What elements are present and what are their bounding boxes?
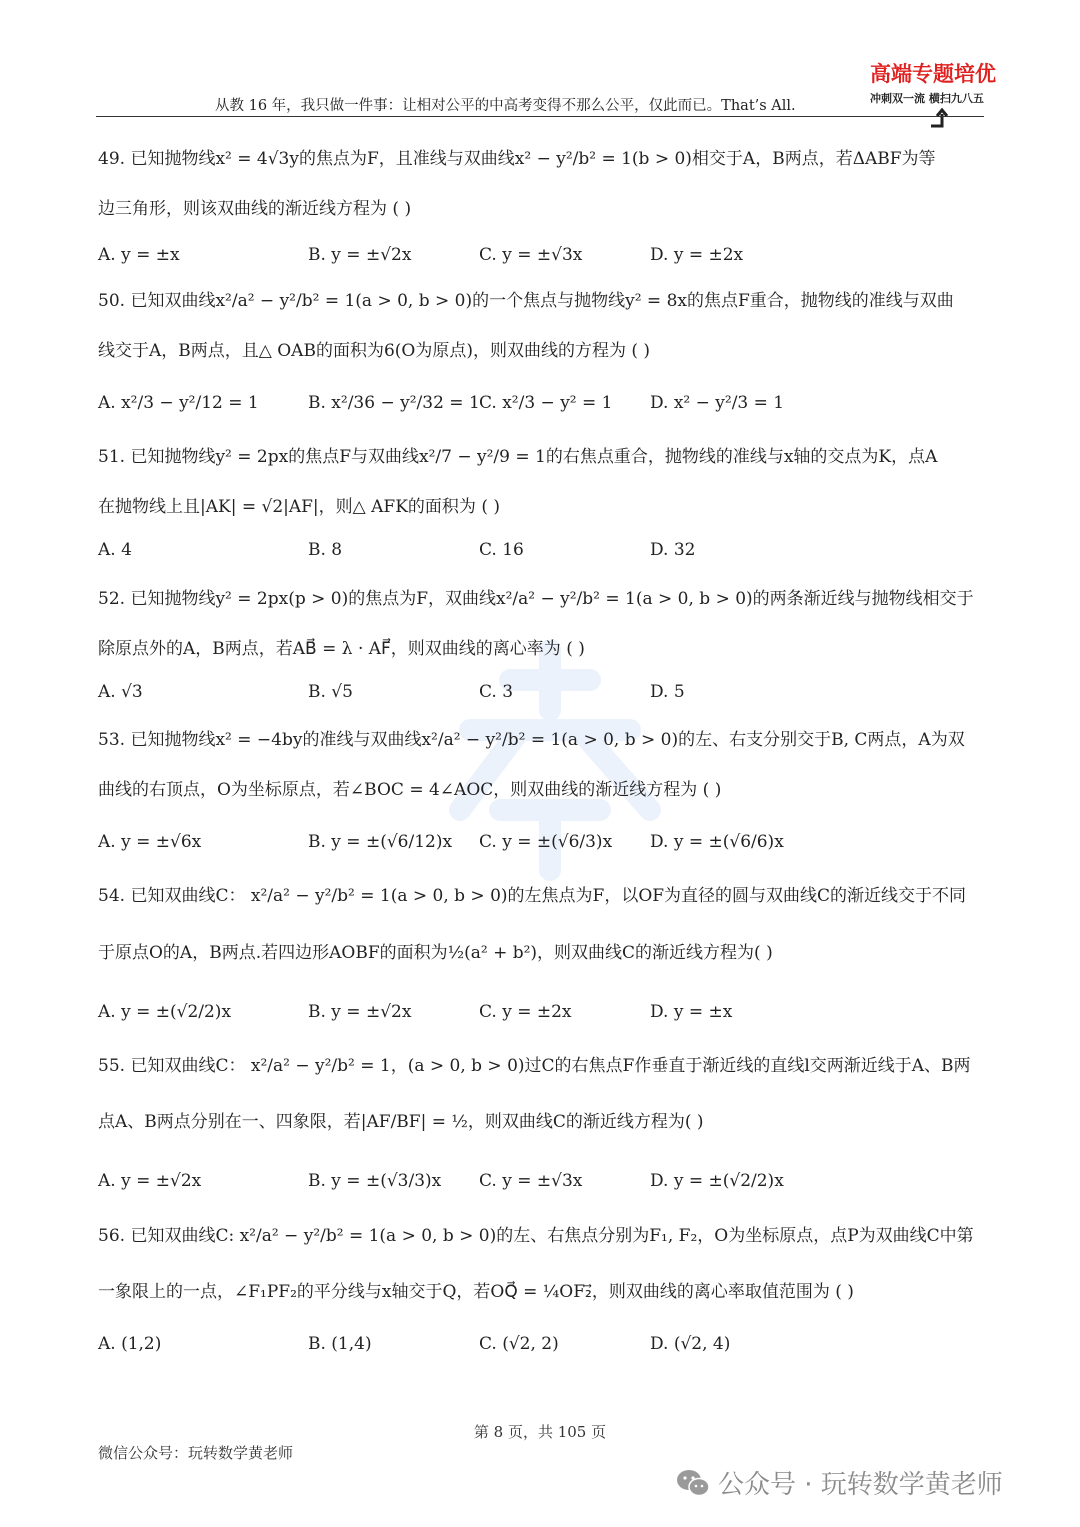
question-50-option-d: D. x² − y²/3 = 1 — [650, 393, 785, 413]
footer-account: 微信公众号：玩转数学黄老师 — [98, 1444, 294, 1462]
page-number: 第 8 页，共 105 页 — [473, 1423, 607, 1441]
arrow-mark-icon — [928, 108, 950, 130]
question-52-option-c: C. 3 — [479, 682, 514, 702]
header-divider — [96, 116, 984, 117]
question-50-option-a: A. x²/3 − y²/12 = 1 — [98, 393, 259, 413]
question-51-line1: 51. 已知抛物线y² = 2px的焦点F与双曲线x²/7 − y²/9 = 1的右焦点重合，抛物线的准线与x轴的交点为K，点A — [98, 447, 938, 467]
question-49-line2: 边三角形，则该双曲线的渐近线方程为 ( ) — [98, 199, 412, 219]
question-51-option-a: A. 4 — [98, 540, 132, 560]
question-55-option-b: B. y = ±(√3/3)x — [308, 1171, 442, 1191]
question-51-option-d: D. 32 — [650, 540, 696, 560]
brand-subtitle: 冲刺双一流 横扫九八五 — [870, 92, 984, 105]
question-56-line2: 一象限上的一点，∠F₁PF₂的平分线与x轴交于Q，若OQ⃗ = ¼OF₂⃗，则双曲线的离心率取值范围为 ( ) — [98, 1282, 854, 1302]
question-51-line2: 在抛物线上且|AK| = √2|AF|，则△ AFK的面积为 ( ) — [98, 497, 500, 517]
question-55-line1: 55. 已知双曲线C： x²/a² − y²/b² = 1，(a > 0, b > 0)过C的右焦点F作垂直于渐近线的直线l交两渐近线于A、B两 — [98, 1056, 971, 1076]
question-50-line2: 线交于A，B两点，且△ OAB的面积为6(O为原点)，则双曲线的方程为 ( ) — [98, 341, 651, 361]
question-55-option-d: D. y = ±(√2/2)x — [650, 1171, 784, 1191]
question-49-option-b: B. y = ±√2x — [308, 245, 412, 265]
question-53-line2: 曲线的右顶点，O为坐标原点，若∠BOC = 4∠AOC，则双曲线的渐近线方程为 ( ) — [98, 780, 722, 800]
question-52-option-b: B. √5 — [308, 682, 353, 702]
question-56-option-b: B. (1,4) — [308, 1334, 372, 1354]
question-52-line1: 52. 已知抛物线y² = 2px(p > 0)的焦点为F，双曲线x²/a² − y²/b² = 1(a > 0, b > 0)的两条渐近线与抛物线相交于 — [98, 589, 974, 609]
question-54-line1: 54. 已知双曲线C： x²/a² − y²/b² = 1(a > 0, b > 0)的左焦点为F，以OF为直径的圆与双曲线C的渐近线交于不同 — [98, 886, 967, 906]
header-tagline: 从教 16 年，我只做一件事：让相对公平的中高考变得不那么公平，仅此而已。That’s All. — [215, 98, 796, 114]
question-53-option-b: B. y = ±(√6/12)x — [308, 832, 453, 852]
question-50-option-b: B. x²/36 − y²/32 = 1 — [308, 393, 480, 413]
question-56-option-d: D. (√2, 4) — [650, 1334, 731, 1354]
brand-title: 高端专题培优 — [870, 62, 996, 86]
question-52-option-d: D. 5 — [650, 682, 685, 702]
question-53-option-d: D. y = ±(√6/6)x — [650, 832, 784, 852]
wechat-icon — [676, 1468, 710, 1498]
wechat-account-badge[interactable] — [676, 1464, 1003, 1501]
question-53-line1: 53. 已知抛物线x² = −4by的准线与双曲线x²/a² − y²/b² = 1(a > 0, b > 0)的左、右支分别交于B, C两点，A为双 — [98, 730, 965, 750]
question-52-line2: 除原点外的A，B两点，若AB⃗ = λ · AF⃗，则双曲线的离心率为 ( ) — [98, 639, 585, 659]
question-49-option-a: A. y = ±x — [98, 245, 180, 265]
question-56-option-a: A. (1,2) — [98, 1334, 162, 1354]
brand-block — [870, 58, 1020, 106]
question-49-option-c: C. y = ±√3x — [479, 245, 583, 265]
question-55-line2: 点A、B两点分别在一、四象限，若|AF/BF| = ½，则双曲线C的渐近线方程为( ) — [98, 1112, 704, 1132]
question-50-line1: 50. 已知双曲线x²/a² − y²/b² = 1(a > 0, b > 0)的一个焦点与抛物线y² = 8x的焦点F重合，抛物线的准线与双曲 — [98, 291, 954, 311]
question-54-option-d: D. y = ±x — [650, 1002, 733, 1022]
question-53-option-a: A. y = ±√6x — [98, 832, 202, 852]
question-54-option-b: B. y = ±√2x — [308, 1002, 412, 1022]
question-56-line1: 56. 已知双曲线C: x²/a² − y²/b² = 1(a > 0, b > 0)的左、右焦点分别为F₁, F₂，O为坐标原点，点P为双曲线C中第 — [98, 1226, 974, 1246]
question-54-line2: 于原点O的A，B两点.若四边形AOBF的面积为½(a² + b²)，则双曲线C的渐近线方程为( ) — [98, 943, 773, 963]
question-51-option-b: B. 8 — [308, 540, 343, 560]
wechat-account-label: 公众号 · 玩转数学黄老师 — [718, 1470, 1003, 1500]
question-54-option-a: A. y = ±(√2/2)x — [98, 1002, 232, 1022]
question-56-option-c: C. (√2, 2) — [479, 1334, 559, 1354]
question-54-option-c: C. y = ±2x — [479, 1002, 572, 1022]
question-53-option-c: C. y = ±(√6/3)x — [479, 832, 613, 852]
question-52-option-a: A. √3 — [98, 682, 143, 702]
question-55-option-a: A. y = ±√2x — [98, 1171, 202, 1191]
watermark-logo — [400, 640, 700, 900]
question-50-option-c: C. x²/3 − y² = 1 — [479, 393, 613, 413]
question-49-option-d: D. y = ±2x — [650, 245, 744, 265]
question-55-option-c: C. y = ±√3x — [479, 1171, 583, 1191]
question-49-line1: 49. 已知抛物线x² = 4√3y的焦点为F，且准线与双曲线x² − y²/b² = 1(b > 0)相交于A，B两点，若ΔABF为等 — [98, 149, 936, 169]
question-51-option-c: C. 16 — [479, 540, 524, 560]
